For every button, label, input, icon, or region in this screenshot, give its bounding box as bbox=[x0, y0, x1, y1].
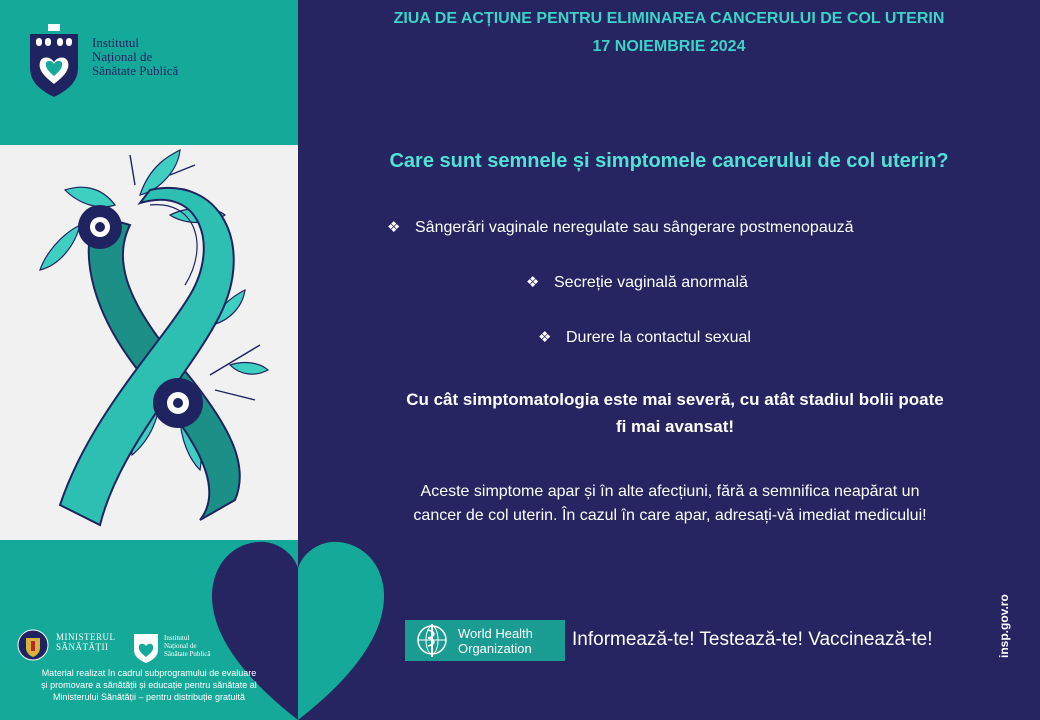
right-panel bbox=[298, 0, 1040, 720]
rose-bottom bbox=[153, 378, 203, 428]
insp-logo-icon bbox=[28, 24, 80, 98]
bullet-item-2: ❖ Secreție vaginală anormală bbox=[526, 273, 748, 291]
diamond-bullet-icon: ❖ bbox=[526, 273, 540, 291]
note-text: Aceste simptome apar și în alte afecțiuni, fără a semnifica neapărat un cancer de col uterin. În cazul în care apar, adresați-vă imediat medicului! bbox=[413, 483, 927, 524]
page-date: 17 NOIEMBRIE 2024 bbox=[592, 38, 746, 55]
page-title: ZIUA DE ACȚIUNE PENTRU ELIMINAREA CANCERULUI DE COL UTERIN bbox=[393, 10, 945, 27]
logo-line-1: Institutul bbox=[92, 35, 139, 50]
diamond-bullet-icon: ❖ bbox=[387, 218, 401, 236]
website-link[interactable] bbox=[997, 630, 1025, 658]
warning-text: Cu cât simptomatologia este mai severă, cu atât stadiul bolii poate fi mai avansat! bbox=[406, 390, 944, 436]
ribbon-illustration bbox=[20, 145, 280, 540]
insp-logo-text bbox=[92, 36, 178, 78]
who-emblem-icon bbox=[412, 622, 452, 659]
bullet-item-3: ❖ Durere la contactul sexual bbox=[538, 328, 751, 346]
ministry-emblem-icon bbox=[14, 628, 52, 662]
logo-line-3: Sănătate Publică bbox=[92, 63, 179, 78]
insp-small-label: Institutul Național de Sănătate Publică bbox=[164, 634, 211, 658]
logo-line-2: Național de bbox=[92, 49, 153, 64]
bullet-item-1: ❖ Sângerări vaginale neregulate sau sângerare postmenopauză bbox=[387, 218, 854, 236]
section-question: Care sunt semnele și simptomele cancerului de col uterin? bbox=[389, 150, 949, 172]
footer-text: Material realizat în cadrul subprogramului de evaluare și promovare a sănătății și educație pentru sănătate al Ministerului Sănătății – pentru distribuție gratuită bbox=[41, 668, 257, 702]
insp-small-logo-icon bbox=[133, 630, 159, 664]
diamond-bullet-icon: ❖ bbox=[538, 328, 552, 346]
ministry-label: MINISTERUL SĂNĂTĂȚII bbox=[56, 632, 116, 652]
slogan-text: Informează-te! Testează-te! Vaccinează-te! bbox=[572, 629, 933, 650]
who-name: World Health Organization bbox=[458, 626, 533, 656]
rose-top bbox=[78, 205, 122, 249]
